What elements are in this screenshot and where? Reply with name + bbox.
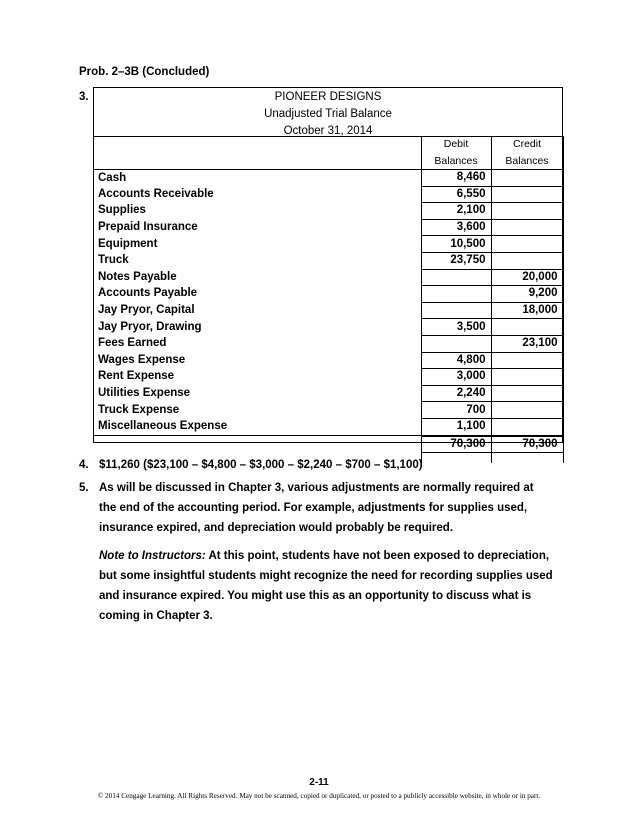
- debit-cell: 23,750: [421, 252, 491, 269]
- account-name: Equipment: [93, 236, 421, 253]
- debit-cell: [421, 286, 491, 303]
- debit-cell: 4,800: [421, 352, 491, 369]
- credit-cell: [491, 418, 563, 435]
- table-row: [93, 203, 563, 220]
- note-text-1: At this point, students have not been exposed to depreciation,: [205, 550, 550, 562]
- account-name: Cash: [93, 170, 421, 187]
- account-name: Rent Expense: [93, 369, 421, 386]
- debit-cell: 8,460: [421, 170, 491, 187]
- debit-cell: 2,100: [421, 203, 491, 220]
- account-name: Jay Pryor, Capital: [93, 302, 421, 319]
- table-row: [93, 302, 563, 319]
- account-name: Jay Pryor, Drawing: [93, 319, 421, 336]
- item-number-3: 3.: [79, 91, 89, 103]
- problem-heading: Prob. 2–3B (Concluded): [79, 66, 210, 78]
- credit-cell: [491, 170, 563, 187]
- column-header-row: [93, 136, 563, 153]
- item-4-text: $11,260 ($23,100 – $4,800 – $3,000 – $2,240 – $700 – $1,100): [99, 459, 423, 471]
- table-row: [93, 352, 563, 369]
- item-number-5: 5.: [79, 482, 89, 494]
- debit-cell: [421, 335, 491, 352]
- credit-cell: [491, 369, 563, 386]
- debit-cell: 1,100: [421, 418, 491, 435]
- debit-cell: [421, 302, 491, 319]
- item-5-line-2: the end of the accounting period. For example, adjustments for supplies used,: [99, 502, 528, 514]
- report-date: October 31, 2014: [283, 125, 373, 137]
- account-name: Truck Expense: [93, 402, 421, 419]
- table-row: [93, 269, 563, 286]
- debit-header: Debit: [421, 136, 491, 153]
- item-5-line-3: insurance expired, and depreciation would probably be required.: [99, 522, 454, 534]
- totals-row: [93, 436, 563, 453]
- note-line-3: and insurance expired. You might use this as an opportunity to discuss what is: [99, 590, 532, 602]
- table-row: [93, 319, 563, 336]
- account-name: Notes Payable: [93, 269, 421, 286]
- credit-cell: [491, 352, 563, 369]
- table-row: [93, 418, 563, 435]
- debit-cell: 3,600: [421, 219, 491, 236]
- credit-cell: 20,000: [491, 269, 563, 286]
- credit-cell: 9,200: [491, 286, 563, 303]
- credit-cell: [491, 219, 563, 236]
- table-row: [93, 369, 563, 386]
- debit-cell: 10,500: [421, 236, 491, 253]
- account-name: Wages Expense: [93, 352, 421, 369]
- credit-cell: [491, 402, 563, 419]
- credit-cell: [491, 252, 563, 269]
- table-row: [93, 385, 563, 402]
- account-name: Accounts Payable: [93, 286, 421, 303]
- table-row: [93, 219, 563, 236]
- report-title: Unadjusted Trial Balance: [264, 108, 392, 120]
- item-number-4: 4.: [79, 459, 89, 471]
- note-line-1: [99, 546, 569, 566]
- credit-cell: [491, 385, 563, 402]
- debit-subheader: Balances: [421, 153, 491, 170]
- debit-cell: 700: [421, 402, 491, 419]
- company-name: PIONEER DESIGNS: [274, 91, 382, 103]
- account-name: Fees Earned: [93, 335, 421, 352]
- item-5-line-1: As will be discussed in Chapter 3, various adjustments are normally required at: [99, 482, 534, 494]
- debit-cell: 6,550: [421, 186, 491, 203]
- total-debit: 70,300: [421, 436, 491, 453]
- credit-header: Credit: [491, 136, 563, 153]
- credit-cell: 18,000: [491, 302, 563, 319]
- note-line-4: coming in Chapter 3.: [99, 610, 213, 622]
- table-row: [93, 236, 563, 253]
- table-row: [93, 286, 563, 303]
- debit-cell: 3,500: [421, 319, 491, 336]
- credit-cell: 23,100: [491, 335, 563, 352]
- table-row: [93, 252, 563, 269]
- account-name: Supplies: [93, 203, 421, 220]
- copyright-notice: © 2014 Cengage Learning. All Rights Reserved. May not be scanned, copied or duplicated, or posted to a publicly accessible website, in whole or in part.: [97, 792, 541, 800]
- debit-cell: [421, 269, 491, 286]
- page-number: 2-11: [309, 777, 329, 788]
- debit-cell: 2,240: [421, 385, 491, 402]
- note-label: Note to Instructors:: [99, 550, 206, 562]
- credit-cell: [491, 236, 563, 253]
- account-name: Truck: [93, 252, 421, 269]
- trial-balance-table: [93, 136, 564, 463]
- credit-cell: [491, 319, 563, 336]
- note-line-2: but some insightful students might recognize the need for recording supplies used: [99, 570, 553, 582]
- totals-label-cell: [93, 436, 421, 453]
- credit-subheader: Balances: [491, 153, 563, 170]
- table-row: [93, 402, 563, 419]
- table-row: [93, 170, 563, 187]
- account-name: Prepaid Insurance: [93, 219, 421, 236]
- account-name: Utilities Expense: [93, 385, 421, 402]
- table-row: [93, 335, 563, 352]
- debit-cell: 3,000: [421, 369, 491, 386]
- account-name: Accounts Receivable: [93, 186, 421, 203]
- account-name: Miscellaneous Expense: [93, 418, 421, 435]
- table-row: [93, 186, 563, 203]
- credit-cell: [491, 203, 563, 220]
- column-subheader-row: [93, 153, 563, 170]
- total-credit: 70,300: [491, 436, 563, 453]
- credit-cell: [491, 186, 563, 203]
